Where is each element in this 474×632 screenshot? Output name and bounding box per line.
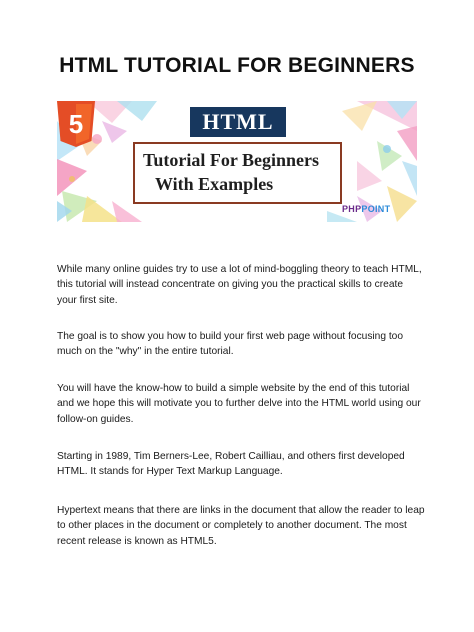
tutorial-banner-image [57,101,417,222]
paragraph-history: Starting in 1989, Tim Berners-Lee, Robert Cailliau, and others first developed HTML. It stands for Hyper Text Markup Language. [57,451,405,478]
brand-logo [342,204,390,214]
paragraph-goal: The goal is to show you how to build your first web page without focusing too much on the "why" in the entire tutorial. [57,331,404,358]
html5-shield-icon [57,101,95,147]
page-title: HTML TUTORIAL FOR BEGINNERS [59,54,415,77]
html-badge: HTML [190,107,286,137]
brand-logo-part2: POINT [361,204,391,214]
paragraph-know-how: You will have the know-how to build a simple website by the end of this tutorial and we hope this will motivate you to further delve into the HTML world using our follow-on guides. [57,383,421,425]
banner-subheadline: With Examples [155,174,274,194]
html5-shield-numeral: 5 [68,109,84,139]
paragraph-hypertext: Hypertext means that there are links in the document that allow the reader to leap to other places in the document or completely to another document. The most recent release is known as HTML5. [57,505,425,547]
banner-headline: Tutorial For Beginners [143,150,320,170]
brand-logo-part1: PHP [342,204,362,214]
paragraph-intro: While many online guides try to use a lot of mind-boggling theory to teach HTML, this tutorial will instead concentrate on giving you the practical skills to create your first site. [57,264,422,306]
